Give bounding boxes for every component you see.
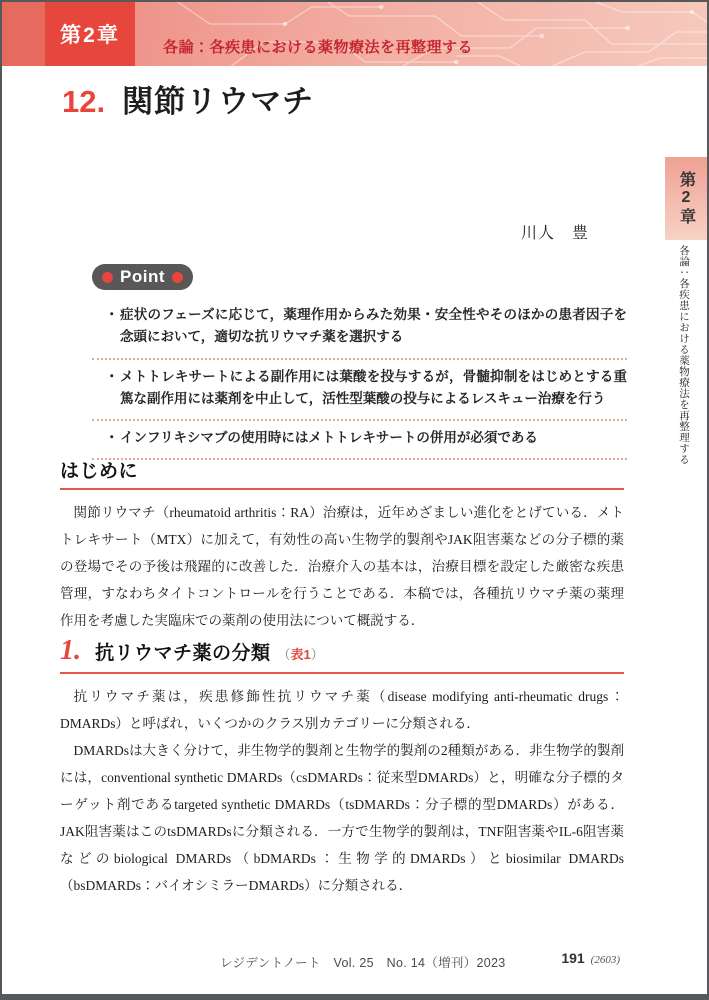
section-classification bbox=[60, 635, 624, 899]
page-number-serial: (2603) bbox=[590, 954, 620, 966]
section-introduction bbox=[60, 456, 624, 634]
sidebar-vertical-subtitle: 各論：各疾患における薬物療法を再整理する bbox=[678, 245, 690, 465]
banner-left-strip bbox=[2, 2, 45, 66]
sidebar-chapter-label: 第2章 bbox=[677, 171, 695, 226]
chapter-number-label: 第2章 bbox=[60, 24, 120, 47]
section-body bbox=[60, 499, 624, 634]
paragraph: 関節リウマチ（rheumatoid arthritis：RA）治療は，近年めざましい進化をとげている．メトトレキサート（MTX）に加えて，有効性の高い生物学的製剤やJAK阻害薬などの分子標的薬の登場でその予後は飛躍的に改善した．治療介入の基本は，治療目標を設定した厳密な疾患管理，すなわちタイトコントロールを行うことである．本稿では，各種抗リウマチ薬の薬理作用を考慮した実臨床での薬剤の使用法について概説する． bbox=[60, 505, 624, 628]
section-divider bbox=[60, 488, 624, 490]
point-item bbox=[92, 298, 627, 360]
point-item-list bbox=[92, 298, 627, 460]
section-number: 1. bbox=[60, 635, 81, 666]
point-item bbox=[92, 360, 627, 422]
point-dot-right-icon bbox=[172, 272, 183, 283]
point-item-text: メトトレキサートによる副作用には葉酸を投与するが，骨髄抑制をはじめとする重篤な副作用には薬剤を中止して，活性型葉酸の投与によるレスキュー治療を行う bbox=[120, 368, 627, 406]
chapter-number-box bbox=[45, 2, 135, 66]
section-heading: 抗リウマチ薬の分類 bbox=[95, 643, 271, 664]
paragraph: DMARDsは大きく分けて，非生物学的製剤と生物学的製剤の2種類がある．非生物学的製剤には，conventional synthetic DMARDs（csDMARDs：従来型DMARDs）と，明確な分子標的ターゲット剤であるtargeted synthetic DMARDs（tsDMARDs：分子標的型DMARDs）がある．JAK阻害薬はこのtsDMARDsに分類される．一方で生物学的製剤は，TNF阻害薬やIL-6阻害薬などのbiological DMARDs（bDMARDs：生物学的DMARDs）とbiosimilar DMARDs（bsDMARDs：バイオシミラーDMARDs）に分類される． bbox=[60, 743, 624, 893]
table-reference bbox=[278, 644, 324, 663]
page-number: 191 bbox=[561, 950, 585, 966]
section-divider bbox=[60, 672, 624, 674]
paragraph: 抗リウマチ薬は，疾患修飾性抗リウマチ薬（disease modifying anti-rheumatic drugs：DMARDs）と呼ばれ，いくつかのクラス別カテゴリーに分類される． bbox=[60, 689, 624, 731]
point-item bbox=[92, 421, 627, 460]
banner-pattern-area bbox=[135, 2, 707, 66]
footer-journal-title: レジデントノート Vol. 25 No. 14（増刊）2023 bbox=[220, 956, 506, 970]
article-title-text: 関節リウマチ bbox=[122, 84, 315, 119]
author-name: 川人 豊 bbox=[520, 225, 589, 242]
section-heading: はじめに bbox=[60, 461, 139, 482]
point-badge-label: Point bbox=[120, 267, 165, 286]
table-reference-label: 表1 bbox=[290, 647, 311, 662]
bullet-icon: ・ bbox=[105, 430, 119, 446]
point-dot-left-icon bbox=[102, 272, 113, 283]
sidebar-chapter-tab bbox=[665, 157, 707, 240]
section-body bbox=[60, 683, 624, 899]
bullet-icon: ・ bbox=[105, 368, 119, 384]
point-badge bbox=[92, 264, 193, 290]
point-box bbox=[92, 264, 627, 460]
footer-page-number bbox=[561, 950, 620, 966]
section-heading-row bbox=[60, 635, 624, 667]
point-item-text: 症状のフェーズに応じて，薬理作用からみた効果・安全性やそのほかの患者因子を念頭において，適切な抗リウマチ薬を選択する bbox=[120, 307, 627, 345]
table-reference-open: （ bbox=[277, 647, 291, 662]
article-number: 12. bbox=[62, 84, 106, 119]
table-reference-close: ） bbox=[310, 647, 324, 662]
chapter-banner bbox=[2, 2, 707, 66]
article-title bbox=[62, 76, 314, 121]
bullet-icon: ・ bbox=[105, 307, 119, 322]
point-item-text: インフリキシマブの使用時にはメトトレキサートの併用が必須である bbox=[120, 430, 538, 446]
chapter-subtitle: 各論：各疾患における薬物療法を再整理する bbox=[163, 39, 474, 56]
